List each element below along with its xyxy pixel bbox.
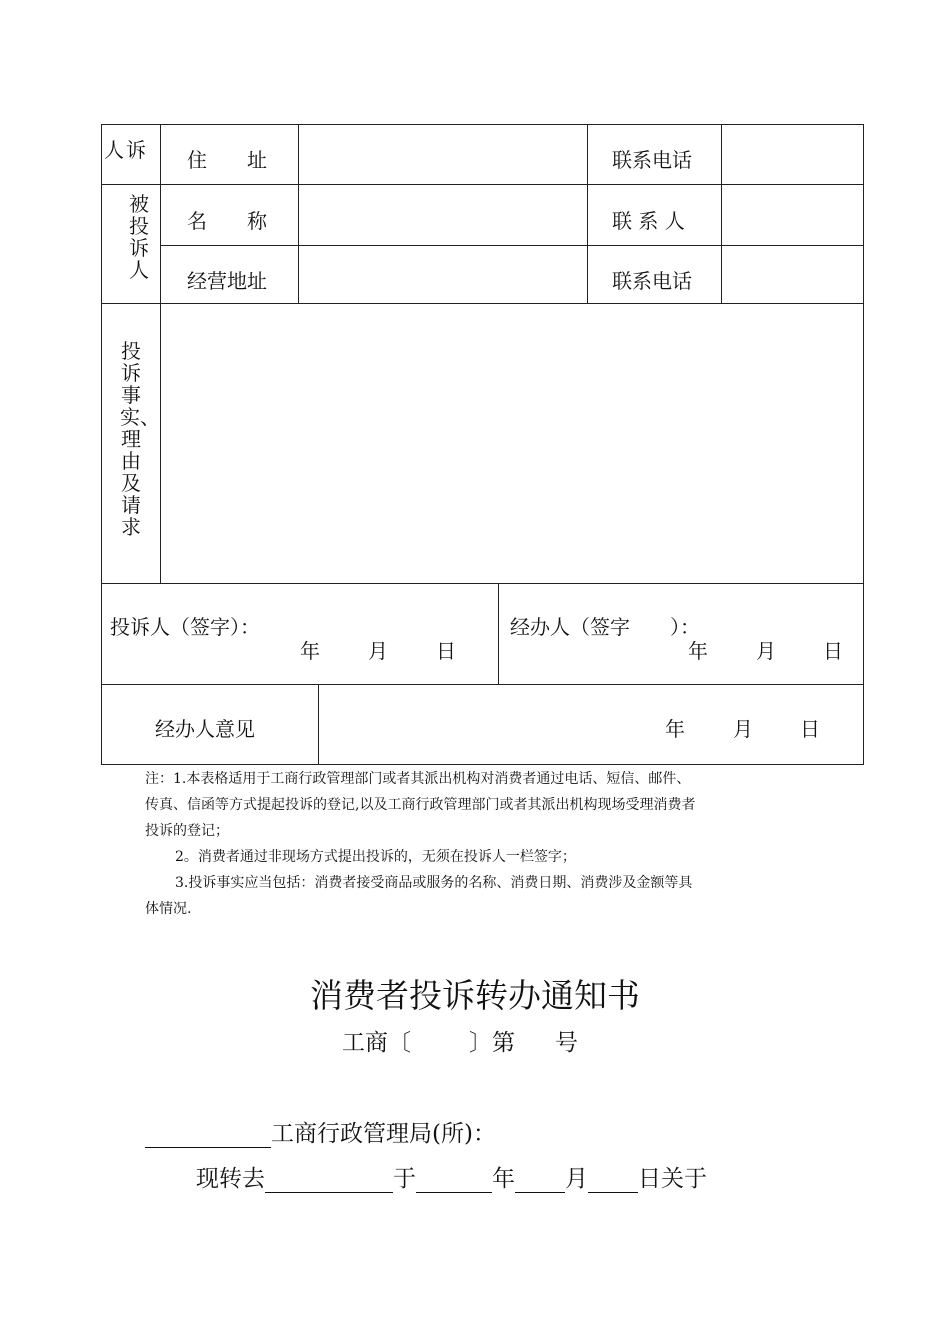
table-rule [298,124,299,304]
transfer-day-about: 日关于 [638,1166,707,1192]
table-rule [318,684,319,765]
table-rule [101,184,864,185]
opinion-date-year: 年 [665,717,685,741]
note-line: 投诉的登记； [145,823,229,839]
opinion-date-day: 日 [800,717,820,741]
addressee-suffix: 工商行政管理局(所)： [271,1121,496,1147]
table-border-bottom [101,764,864,765]
doc-suffix: 号 [555,1030,578,1056]
handler-date-year: 年 [688,639,708,663]
addressee-blank[interactable] [145,1121,271,1148]
opinion-date-month: 月 [733,717,753,741]
complainant-side-label: 人诉 [104,138,148,162]
table-rule [160,245,864,246]
complainant-date-day: 日 [436,639,456,663]
transfer-month: 月 [565,1166,588,1192]
table-rule [101,583,864,584]
transfer-yu: 于 [393,1166,416,1192]
table-border-top [101,124,864,125]
complainant-date-month: 月 [368,639,388,663]
transfer-prefix: 现转去 [196,1166,265,1192]
addressee-line [145,1115,496,1148]
note-line: 注：1.本表格适用于工商行政管理部门或者其派出机构对消费者通过电话、短信、邮件、 [145,771,691,787]
month-blank[interactable] [515,1166,565,1193]
phone-label: 联系电话 [612,148,692,172]
day-blank[interactable] [588,1166,638,1193]
facts-content-area[interactable] [161,304,863,583]
handler-opinion-label: 经办人意见 [155,717,255,741]
transfer-target-blank[interactable] [265,1166,393,1193]
name-label: 名 称 [187,209,267,233]
doc-prefix: 工商〔 [342,1030,411,1056]
respondent-side-label: 被投诉人 [129,192,149,282]
doc-mid: 〕第 [469,1030,515,1056]
note-line: 体情况. [145,901,192,917]
transfer-year: 年 [492,1166,515,1192]
handler-date-day: 日 [823,639,843,663]
table-rule [498,583,499,685]
note-line: 传真、信函等方式提起投诉的登记,以及工商行政管理部门或者其派出机构现场受理消费者 [145,797,696,813]
complainant-signature-label: 投诉人（签字）： [110,615,260,639]
table-rule [587,124,588,304]
handler-date-month: 月 [756,639,776,663]
table-border-right [863,124,864,765]
table-border-left [101,124,102,765]
note-line: 2。消费者通过非现场方式提出投诉的，无须在投诉人一栏签字； [175,849,576,865]
business-address-label: 经营地址 [187,269,267,293]
note-line: 3.投诉事实应当包括：消费者接受商品或服务的名称、消费日期、消费涉及金额等具 [175,875,693,891]
handler-signature-label: 经办人（签字 ）： [510,615,700,639]
year-blank[interactable] [416,1166,492,1193]
complainant-date-year: 年 [300,639,320,663]
address-label: 住 址 [187,148,267,172]
notice-title: 消费者投诉转办通知书 [310,976,640,1015]
transfer-line [196,1160,707,1193]
table-rule [101,684,864,685]
respondent-phone-label: 联系电话 [612,269,692,293]
contact-person-label: 联 系 人 [612,209,685,233]
table-rule [721,124,722,304]
facts-side-label: 投诉事实、理由及请求 [120,339,160,539]
document-number [342,1024,578,1057]
